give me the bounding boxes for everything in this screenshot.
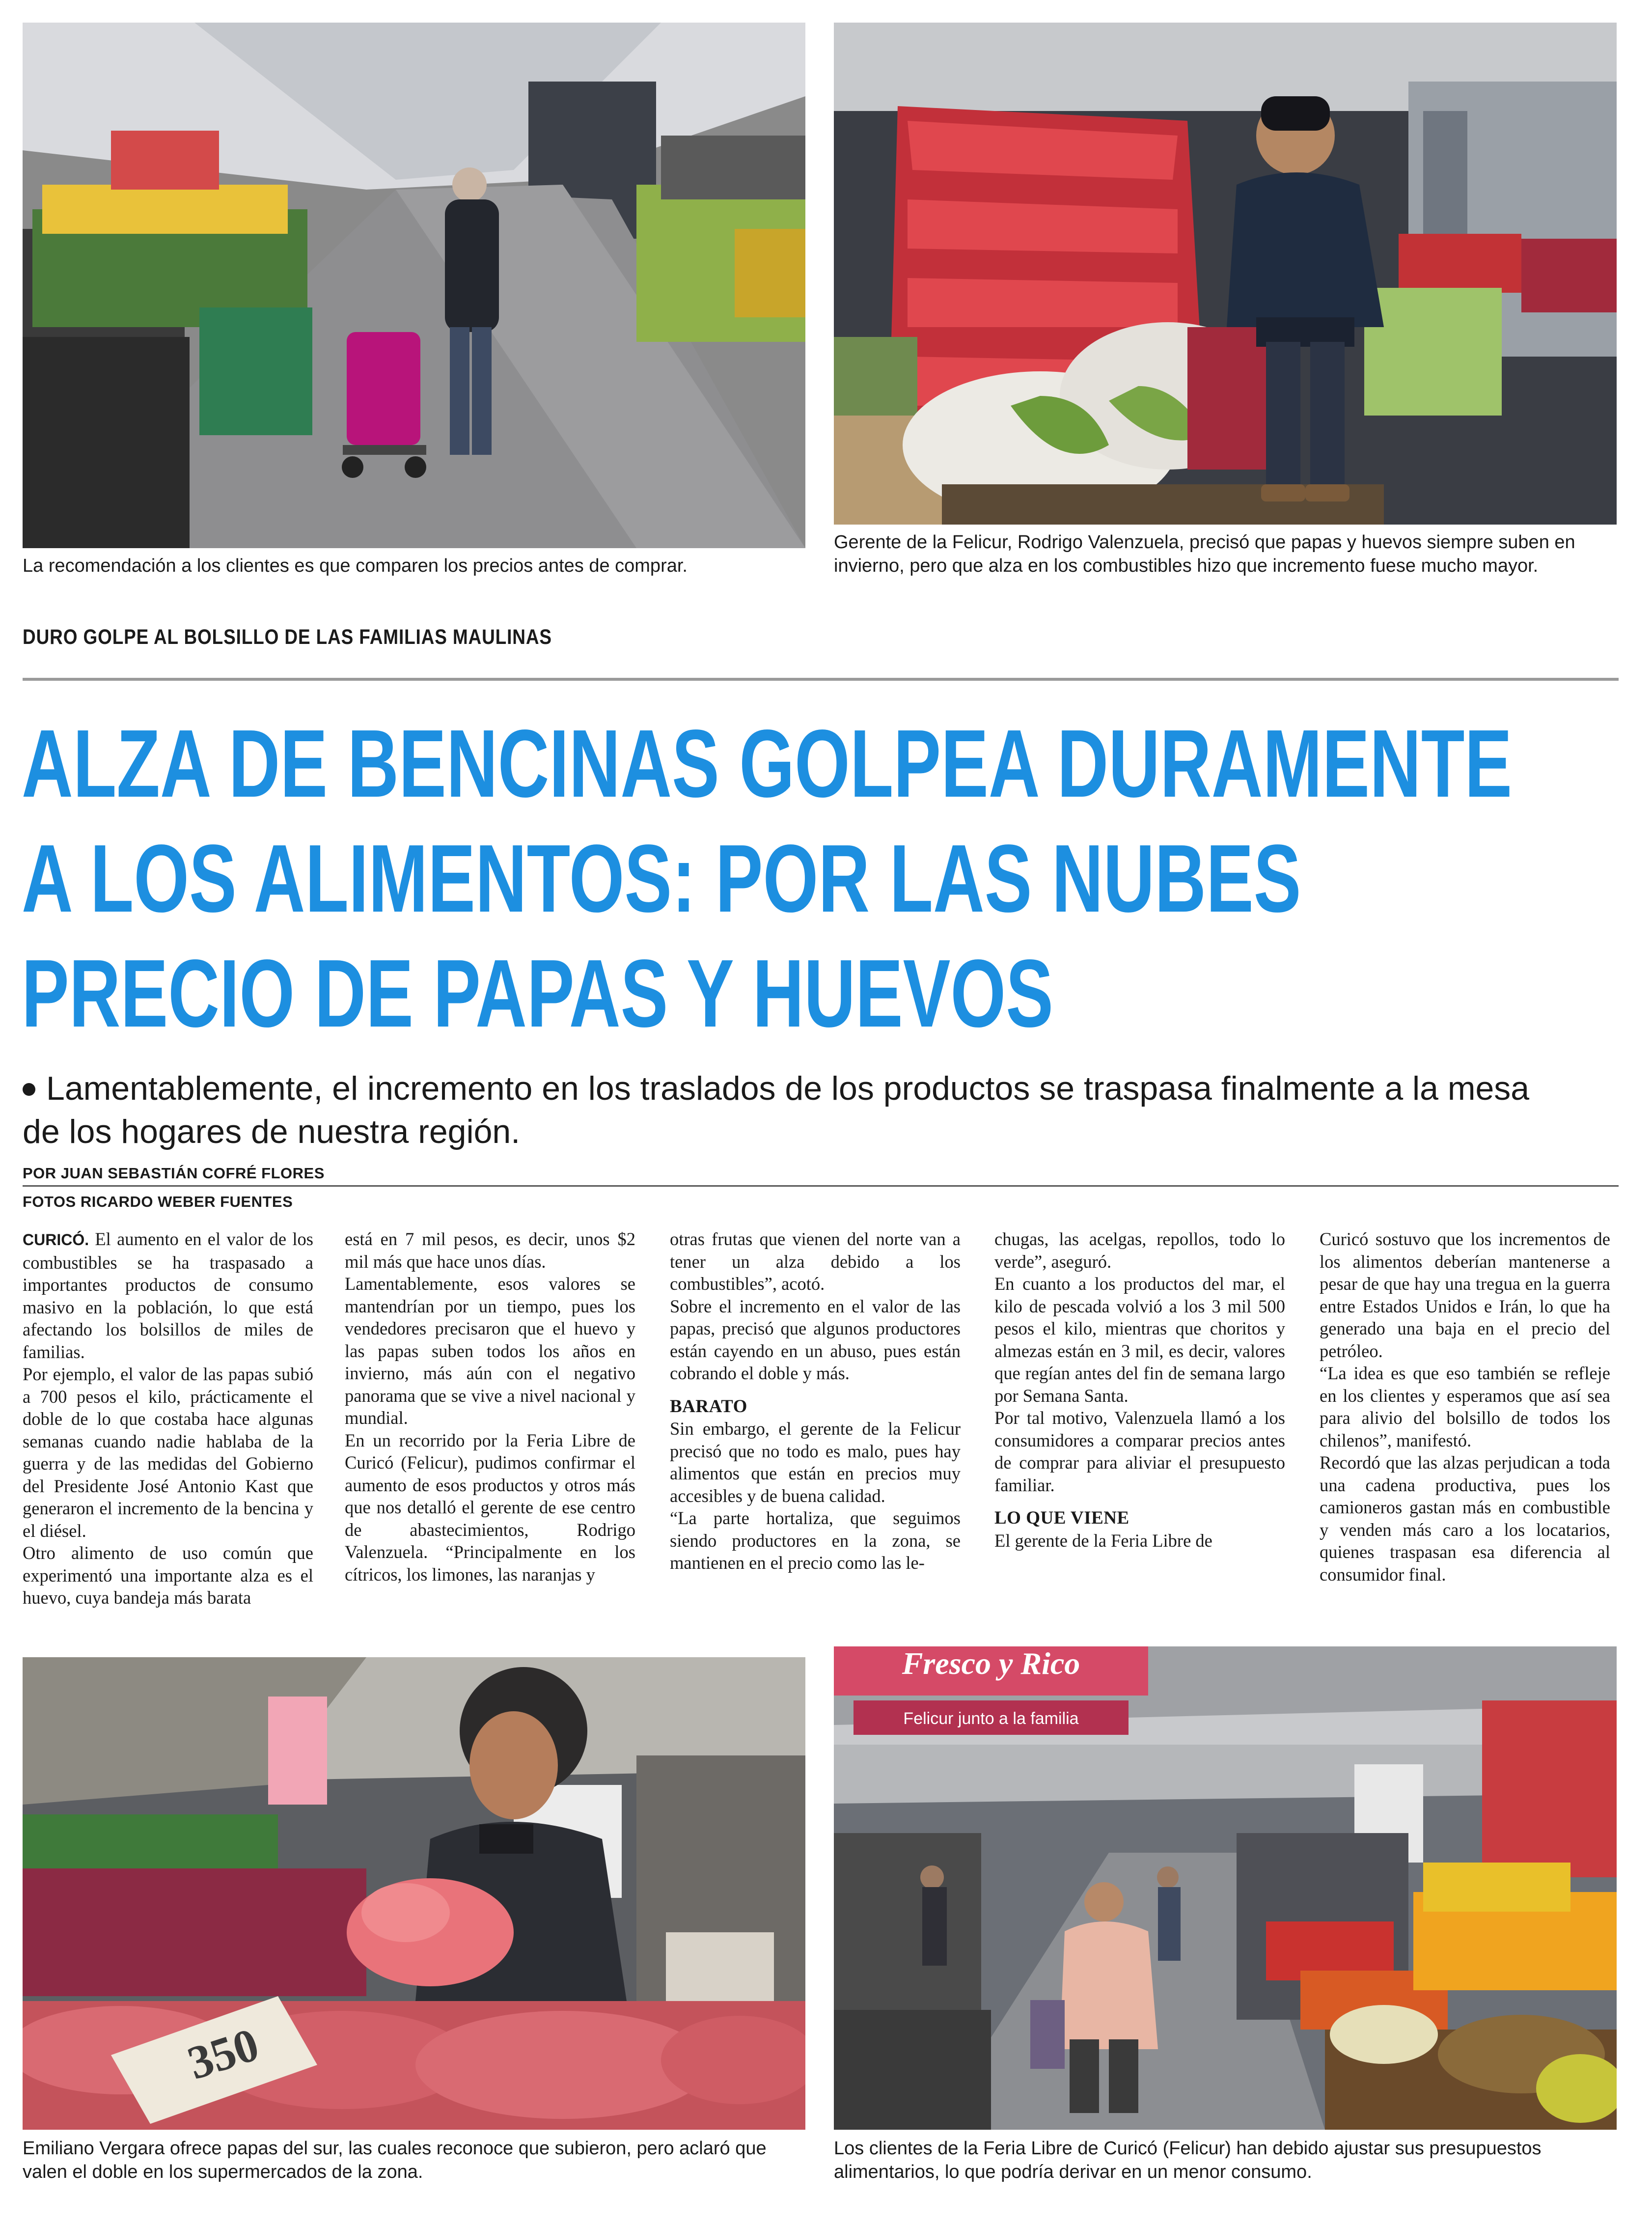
subhead-barato: BARATO <box>670 1396 747 1417</box>
body-column-4 <box>994 1228 1285 1552</box>
banner-top-text: Fresco y Rico <box>902 1646 1080 1681</box>
photo-manager <box>834 23 1617 525</box>
paragraph: Sin embargo, el gerente de la Felicur precisó que no todo es malo, pues hay alimentos que están en precios muy accesibles y de buena calidad. <box>670 1419 961 1506</box>
photo-market-hall <box>834 1646 1617 2130</box>
banner-text: Felicur junto a la familia <box>903 1709 1079 1728</box>
paragraph: está en 7 mil pesos, es decir, unos $2 mil más que hace unos días. <box>345 1229 635 1272</box>
paragraph: Lamentablemente, esos valores se mantendrían por un tiempo, pues los vendedores precisaron que el huevo y las papas suben todos los años en invierno, más aún con el negativo panorama que se vive a nivel nacional y mundial. <box>345 1274 635 1428</box>
dateline: CURICÓ. <box>23 1231 89 1249</box>
paragraph: Otro alimento de uso común que experimentó una importante alza es el huevo, cuya bandeja más barata <box>23 1543 313 1608</box>
paragraph: Por ejemplo, el valor de las papas subió a 700 pesos el kilo, prácticamente el doble de lo que costaba hace algunas semanas cuando nadie hablaba de la guerra y de las medidas del Gobierno del Presidente José Antonio Kast que generaron el incremento de la bencina y el diésel. <box>23 1364 313 1541</box>
headline-line-3: PRECIO DE PAPAS Y HUEVOS <box>22 940 1053 1047</box>
caption-top-right: Gerente de la Felicur, Rodrigo Valenzuela, precisó que papas y huevos siempre suben en invierno, pero que alza en los combustibles hizo que incremento fuese mucho mayor. <box>834 532 1575 576</box>
caption-top-left: La recomendación a los clientes es que comparen los precios antes de comprar. <box>23 556 688 576</box>
paragraph: Sobre el incremento en el valor de las papas, precisó que algunos productores están cayendo en un abuso, pues están cobrando el doble y más. <box>670 1296 961 1383</box>
bullet-icon <box>23 1083 35 1096</box>
deck-summary: Lamentablemente, el incremento en los traslados de los productos se traspasa finalmente a la mesa de los hogares de nuestra región. <box>23 1070 1530 1150</box>
paragraph: En cuanto a los productos del mar, el kilo de pescada volvió a los 3 mil 500 pesos el kilo, mientras que choritos y almezas están en 3 mil, es decir, valores que regían antes del fin de semana largo por Semana Santa. <box>994 1274 1285 1406</box>
paragraph: otras frutas que vienen del norte van a tener un alza debido a los combustibles”, acotó. <box>670 1229 961 1294</box>
caption-bottom-left: Emiliano Vergara ofrece papas del sur, las cuales reconoce que subieron, pero aclaró que valen el doble en los supermercados de la zona. <box>23 2138 767 2182</box>
body-column-1: CURICÓ. El aumento en el valor de los combustibles se ha traspasado a importantes productos de consumo masivo en la población, lo que está afectando los bolsillos de miles de familias. Por ejemplo, el valor de las papas subió a 700 pesos el kilo, prácticamente el doble de lo que costaba hace algunas semanas cuando nadie hablaba de la guerra y de las medidas del Gobierno del Presidente José Antonio Kast que generaron el incremento de la bencina y el diésel. Otro alimento de uso común que experimentó una importante alza es el huevo, cuya bandeja más barata <box>23 1228 313 1609</box>
subhead-lo-que-viene: LO QUE VIENE <box>994 1508 1129 1528</box>
section-kicker: DURO GOLPE AL BOLSILLO DE LAS FAMILIAS MAULINAS <box>23 625 552 649</box>
body-column-5 <box>1320 1228 1610 1586</box>
paragraph: El gerente de la Feria Libre de <box>994 1530 1212 1551</box>
photo-vendor-potatoes <box>23 1657 805 2130</box>
byline-photos: FOTOS RICARDO WEBER FUENTES <box>23 1193 293 1210</box>
body-column-2 <box>345 1228 635 1586</box>
paragraph: “La parte hortaliza, que seguimos siendo productores en la zona, se mantienen en el precio como las le- <box>670 1508 961 1573</box>
headline-line-2: A LOS ALIMENTOS: POR LAS NUBES <box>22 825 1301 932</box>
headline <box>22 706 1513 1051</box>
divider-byline <box>23 1185 1619 1187</box>
body-column-3 <box>670 1228 961 1574</box>
price-sign-text: 350 <box>181 2017 265 2089</box>
divider-top <box>23 678 1619 681</box>
paragraph: “La idea es que eso también se refleje en los clientes y esperamos que así sea para alivio del bolsillo de todos los chilenos”, manifestó. <box>1320 1363 1610 1450</box>
paragraph: Por tal motivo, Valenzuela llamó a los consumidores a comparar precios antes de comprar para aliviar el presupuesto familiar. <box>994 1408 1285 1495</box>
paragraph: Curicó sostuvo que los incrementos de los alimentos deberían mantenerse a pesar de que hay una tregua en la guerra entre Estados Unidos e Irán, lo que ha generado una baja en el precio del petróleo. <box>1320 1229 1610 1361</box>
photo-market-aisle <box>23 23 805 548</box>
headline-line-1: ALZA DE BENCINAS GOLPEA DURAMENTE <box>22 710 1513 817</box>
caption-bottom-right: Los clientes de la Feria Libre de Curicó (Felicur) han debido ajustar sus presupuestos alimentarios, lo que podría derivar en un menor consumo. <box>834 2138 1542 2182</box>
byline-author: POR JUAN SEBASTIÁN COFRÉ FLORES <box>23 1165 325 1182</box>
paragraph: chugas, las acelgas, repollos, todo lo verde”, aseguró. <box>994 1229 1285 1272</box>
paragraph: En un recorrido por la Feria Libre de Curicó (Felicur), pudimos confirmar el aumento de esos productos y otros más que nos detalló el gerente de ese centro de abastecimientos, Rodrigo Valenzuela. “Principalmente en los cítricos, los limones, las naranjas y <box>345 1430 635 1585</box>
paragraph: Recordó que las alzas perjudican a toda una cadena productiva, pues los camioneros gastan más en combustible y venden más caro a los locatarios, quienes traspasan esa diferencia al consumidor final. <box>1320 1452 1610 1585</box>
